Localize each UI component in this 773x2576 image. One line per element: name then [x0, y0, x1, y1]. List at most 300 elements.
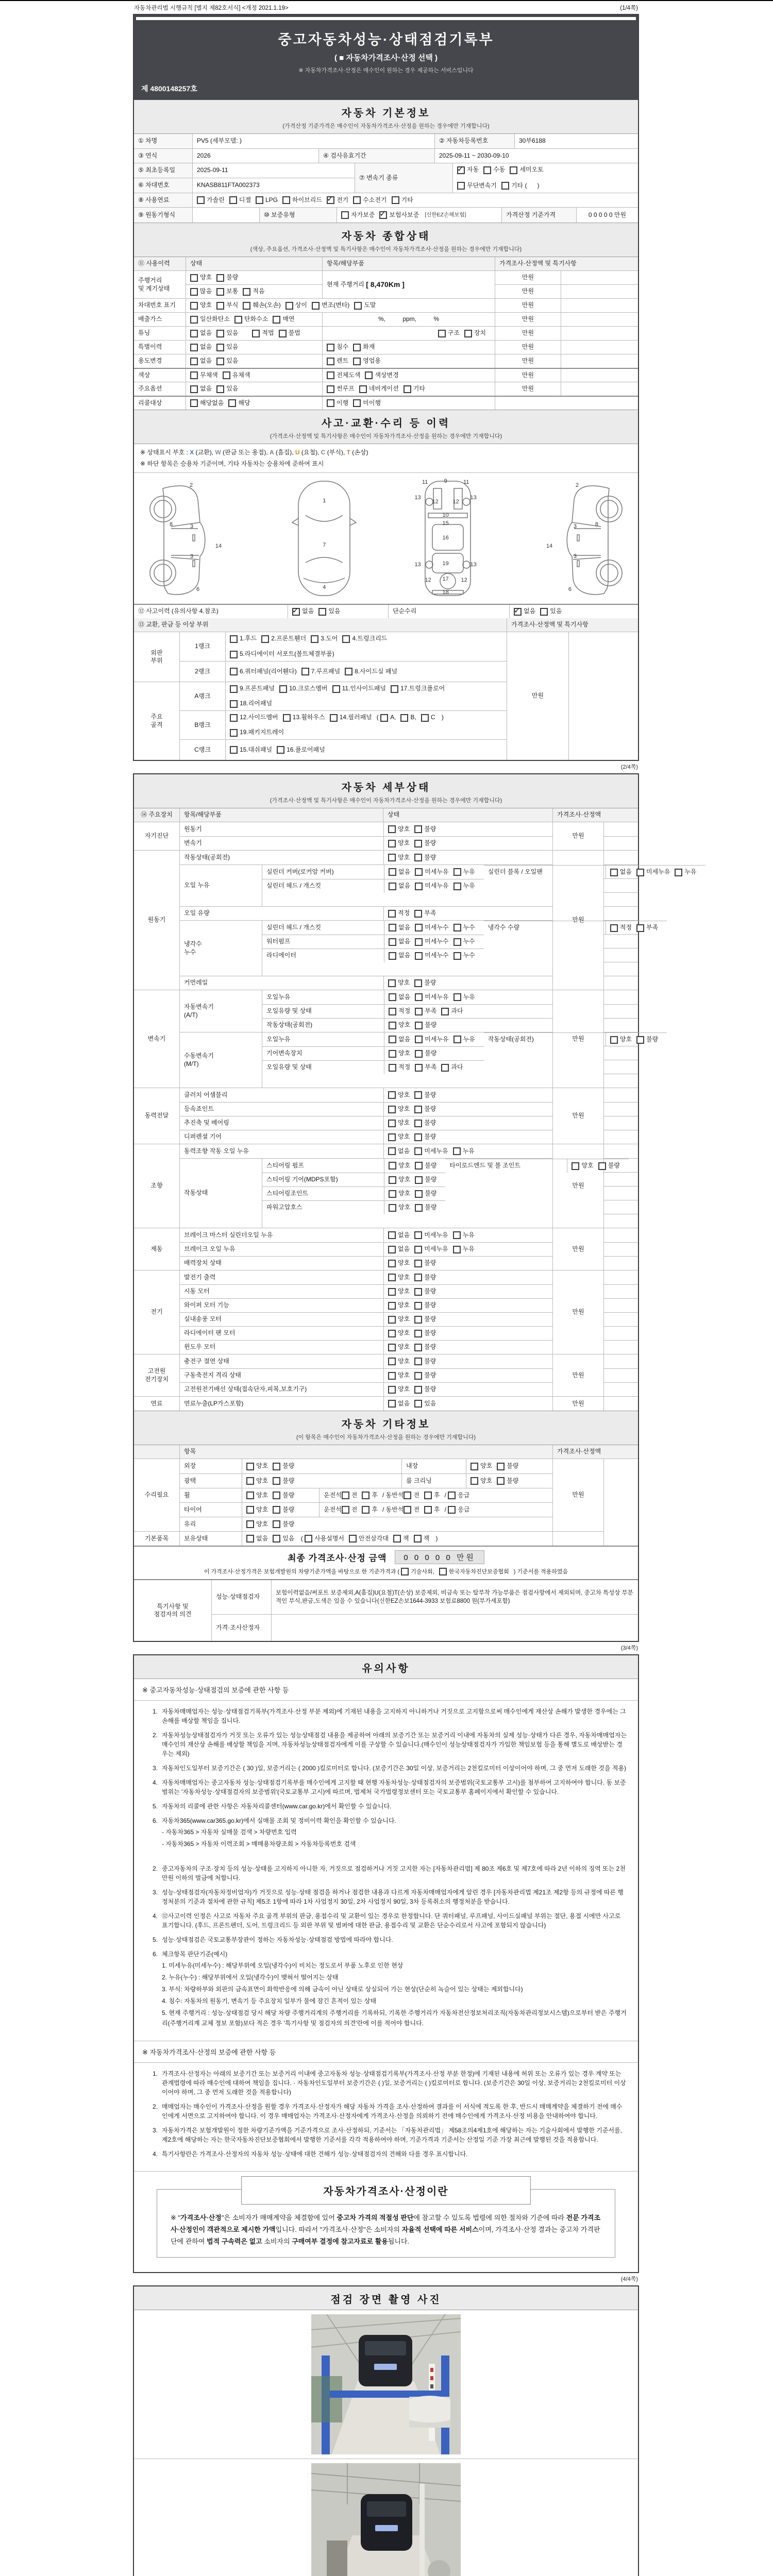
checkbox-전[interactable]	[342, 1492, 358, 1500]
checkbox-있음[interactable]	[273, 1535, 294, 1543]
checkbox-하이브리드[interactable]	[282, 196, 322, 205]
checkbox-화재[interactable]	[353, 343, 375, 351]
checkbox-없음[interactable]	[389, 882, 410, 890]
table-row	[180, 1368, 552, 1382]
checkbox-양호[interactable]	[388, 1329, 410, 1337]
checkbox-불량[interactable]	[273, 1520, 294, 1529]
checkbox-label: 불량	[226, 274, 239, 281]
checkbox-양호[interactable]	[246, 1520, 268, 1529]
checkbox-적법[interactable]	[252, 329, 274, 337]
checkbox-B[interactable]	[400, 714, 416, 722]
checkbox-15대쉬패널[interactable]	[230, 746, 272, 754]
checkbox-기타[interactable]	[392, 196, 413, 205]
checkbox-불량[interactable]	[414, 839, 436, 848]
table-cell	[604, 1159, 638, 1172]
notice-heading-2: ※ 자동차가격조사·산정의 보증에 관한 사항 등	[134, 2041, 638, 2062]
checkbox-양호[interactable]	[388, 839, 410, 848]
text: 광택	[184, 1477, 196, 1484]
table-row	[561, 284, 638, 298]
checkbox-도말[interactable]	[354, 301, 376, 310]
checkbox-보통[interactable]	[216, 287, 238, 296]
checkbox-box-icon	[453, 1036, 461, 1043]
checkbox-미세누수[interactable]	[415, 938, 448, 946]
checkbox-불량[interactable]	[414, 1119, 436, 1127]
checkbox-누유[interactable]	[453, 1147, 475, 1156]
car-top-icon	[265, 477, 383, 600]
checkbox-후[interactable]	[424, 1506, 440, 1514]
checkbox-수동[interactable]	[483, 166, 505, 174]
checkbox-미세누유[interactable]	[415, 882, 448, 890]
checkbox-잭[interactable]	[393, 1535, 409, 1543]
checkbox-양호[interactable]	[388, 1091, 410, 1099]
checkbox-매연[interactable]	[273, 315, 294, 324]
device-group-전기	[134, 1270, 638, 1354]
table-cell	[134, 822, 179, 850]
checkbox-7루프패널[interactable]	[301, 668, 340, 676]
checkbox-불량[interactable]	[414, 1329, 436, 1337]
checkbox-label: 미세누유	[425, 1035, 449, 1043]
checkbox-없음[interactable]	[389, 924, 410, 932]
checkbox-상이[interactable]	[285, 301, 307, 310]
checkbox-이행[interactable]	[327, 399, 348, 408]
text: 클러치 어셈블리	[184, 1091, 228, 1098]
checkbox-box-icon	[273, 1492, 280, 1499]
table-cell	[180, 1532, 242, 1546]
checkbox-불량[interactable]	[497, 1477, 518, 1485]
checkbox-구조[interactable]	[438, 329, 460, 337]
checkbox-LPG[interactable]	[256, 196, 278, 205]
checkbox-미세누유[interactable]	[414, 1231, 448, 1240]
table-cell	[604, 1369, 638, 1382]
checkbox-12사이드멤버[interactable]	[230, 714, 278, 722]
checkbox-있음[interactable]	[540, 607, 562, 616]
checkbox-없음[interactable]	[190, 357, 212, 365]
checkbox-있음[interactable]	[216, 385, 238, 393]
checkbox-불량[interactable]	[414, 1358, 436, 1366]
checkbox-영업용[interactable]	[353, 357, 381, 365]
checkbox-없음[interactable]	[388, 1400, 410, 1408]
checkbox-17트렁크플로어[interactable]	[391, 685, 445, 693]
checkbox-사용설명서[interactable]	[305, 1535, 344, 1543]
checkbox-label: 적정	[398, 909, 410, 917]
checkbox-불량[interactable]	[414, 1105, 436, 1113]
checkbox-누유[interactable]	[453, 1245, 475, 1253]
checkbox-불량[interactable]	[273, 1462, 294, 1470]
checkbox-미세누수[interactable]	[415, 924, 448, 932]
checkbox-양호[interactable]	[388, 825, 410, 834]
checkbox-미세누수[interactable]	[415, 952, 448, 960]
table-cell	[604, 1354, 638, 1368]
checkbox-없음[interactable]	[246, 1535, 268, 1543]
checkbox-label: 18.리어패널	[240, 700, 273, 707]
checkbox-불량[interactable]	[273, 1506, 294, 1514]
checkbox-많음[interactable]	[190, 287, 212, 296]
checkbox-응급[interactable]	[448, 1506, 469, 1514]
checkbox-한국자동차진단보증협회[interactable]	[439, 1567, 509, 1575]
checkbox-전[interactable]	[342, 1506, 358, 1514]
checkbox-누수[interactable]	[453, 938, 475, 946]
checkbox-box-icon	[415, 1190, 423, 1198]
checkbox-3도어[interactable]	[311, 635, 338, 643]
checkbox-미세누유[interactable]	[636, 868, 670, 876]
checkbox-누유[interactable]	[453, 1231, 475, 1240]
checkbox-후[interactable]	[362, 1506, 378, 1514]
checkbox-16플로어패널[interactable]	[277, 746, 325, 754]
checkbox-양호[interactable]	[246, 1477, 268, 1485]
checkbox-label: 없음	[398, 1399, 410, 1407]
text: 항목	[184, 1448, 196, 1455]
checkbox-부식[interactable]	[216, 301, 238, 310]
checkbox-전체도색[interactable]	[327, 371, 360, 380]
checkbox-양호[interactable]	[388, 1301, 410, 1310]
checkbox-불량[interactable]	[414, 854, 436, 862]
checkbox-양호[interactable]	[246, 1506, 268, 1514]
checkbox-box-icon	[301, 668, 309, 675]
checkbox-침수[interactable]	[327, 343, 348, 351]
table-cell	[401, 1459, 466, 1473]
checkbox-미세누유[interactable]	[415, 993, 448, 1002]
checkbox-6쿼터패널리어휀다[interactable]	[230, 668, 297, 676]
table-cell	[603, 822, 638, 850]
checkbox-label: 있음	[226, 385, 239, 393]
checkbox-수소전기[interactable]	[353, 196, 386, 205]
text: 라디에이터 팬 모터	[184, 1329, 236, 1337]
checkbox-불량[interactable]	[415, 1176, 436, 1184]
checkbox-렌트[interactable]	[327, 357, 348, 365]
text: (손상)	[350, 449, 368, 456]
checkbox-있음[interactable]	[216, 357, 238, 365]
table-cell	[383, 1341, 552, 1354]
checkbox-box-icon	[190, 274, 198, 282]
checkbox-label: 색상변경	[375, 371, 399, 379]
checkbox-양호[interactable]	[388, 1119, 410, 1127]
table-row	[186, 284, 322, 298]
table-cell	[337, 208, 501, 223]
table-row	[262, 1032, 484, 1046]
checkbox-양호[interactable]	[388, 979, 410, 987]
checkbox-불량[interactable]	[497, 1462, 518, 1470]
checkbox-전기[interactable]	[327, 196, 348, 205]
checkbox-box-icon	[283, 714, 291, 722]
checkbox-훼손오손[interactable]	[243, 301, 280, 310]
checkbox-9프론트패널[interactable]	[230, 685, 275, 693]
table-cell	[603, 1270, 638, 1354]
table-row	[553, 1531, 603, 1546]
checkbox-label: 양호	[398, 1021, 411, 1029]
notice-item-number: 1.	[152, 2070, 158, 2077]
checkbox-미세누유[interactable]	[414, 1147, 448, 1156]
checkbox-양호[interactable]	[246, 1492, 268, 1500]
checkbox-불량[interactable]	[415, 1049, 436, 1058]
checkbox-A[interactable]	[380, 714, 396, 722]
checkbox-양호[interactable]	[388, 1343, 410, 1351]
checkbox-box-icon	[230, 635, 238, 643]
text: 만원	[572, 1182, 584, 1190]
checkbox-불량[interactable]	[216, 274, 238, 282]
car-diagram-left-side	[142, 477, 260, 600]
text: [신한EZ손해보험]	[425, 211, 466, 218]
checkbox-양호[interactable]	[190, 274, 212, 282]
checkbox-양호[interactable]	[190, 301, 212, 310]
checkbox-미세누유[interactable]	[415, 1036, 448, 1044]
checkbox-없음[interactable]	[292, 607, 314, 616]
text: 현재 주행거리	[327, 280, 366, 288]
table-cell	[134, 1445, 179, 1459]
checkbox-없음[interactable]	[389, 952, 410, 960]
panel-number-12: 12	[425, 577, 431, 584]
checkbox-기술사회[interactable]	[401, 1567, 434, 1575]
checkbox-기타[interactable]	[404, 385, 425, 393]
checkbox-양호[interactable]	[389, 1021, 410, 1029]
checkbox-응급[interactable]	[448, 1492, 469, 1500]
checkbox-부족[interactable]	[414, 909, 436, 918]
checkbox-18리어패널[interactable]	[230, 700, 272, 708]
checkbox-전[interactable]	[404, 1506, 419, 1514]
checkbox-불량[interactable]	[414, 1343, 436, 1351]
checkbox-해당없음[interactable]	[190, 399, 224, 408]
checkbox-자동[interactable]	[457, 166, 479, 174]
table-row	[134, 604, 638, 618]
checkbox-누유[interactable]	[675, 868, 696, 876]
checkbox-적정[interactable]	[389, 1007, 410, 1015]
checkbox-양호[interactable]	[388, 1385, 410, 1394]
checkbox-기타[interactable]	[501, 182, 540, 190]
checkbox-불량[interactable]	[273, 1492, 294, 1500]
checkbox-무채색[interactable]	[190, 371, 218, 380]
checkbox-누유[interactable]	[453, 868, 475, 876]
checkbox-4트렁크리드[interactable]	[342, 635, 387, 643]
checkbox-있음[interactable]	[414, 1400, 436, 1408]
checkbox-부족[interactable]	[415, 1007, 436, 1015]
table-cell	[225, 662, 507, 682]
checkbox-11인사이드패널[interactable]	[332, 685, 386, 693]
checkbox-색상변경[interactable]	[365, 371, 398, 380]
checkbox-없음[interactable]	[389, 1036, 410, 1044]
checkbox-양호[interactable]	[389, 1176, 410, 1184]
device-group-자기진단	[134, 822, 638, 850]
checkbox-불량[interactable]	[414, 1301, 436, 1310]
checkbox-양호[interactable]	[388, 854, 410, 862]
checkbox-양호[interactable]	[388, 1287, 410, 1296]
checkbox-5라디에이터서포트볼트체결부품[interactable]	[230, 650, 334, 658]
checkbox-미세누유[interactable]	[415, 868, 448, 876]
table-cell	[552, 1144, 603, 1228]
table-row	[604, 865, 638, 878]
checkbox-일산화탄소[interactable]	[190, 315, 230, 324]
table-cell	[180, 1228, 383, 1242]
notice-item	[144, 1778, 628, 1797]
checkbox-양호[interactable]	[389, 1204, 410, 1212]
checkbox-2프론트휀더[interactable]	[261, 635, 306, 643]
checkbox-안전삼각대[interactable]	[349, 1535, 389, 1543]
checkbox-불량[interactable]	[414, 1315, 436, 1324]
checkbox-탄화수소[interactable]	[234, 315, 268, 324]
table-cell	[604, 1116, 638, 1130]
table-cell	[180, 1088, 383, 1102]
checkbox-label: 후	[372, 1505, 378, 1513]
checkbox-label: 양호	[581, 1162, 594, 1170]
checkbox-불량[interactable]	[414, 1274, 436, 1282]
checkbox-양호[interactable]	[388, 1105, 410, 1113]
text: 고전원전기배선 상태(접속단자,피복,보호기구)	[184, 1385, 307, 1393]
checkbox-box-icon	[345, 668, 352, 675]
checkbox-없음[interactable]	[389, 868, 410, 876]
table-cell	[604, 1214, 638, 1228]
checkbox-세미오토[interactable]	[510, 166, 543, 174]
notice-item	[144, 2069, 628, 2097]
table-row	[180, 1459, 552, 1473]
checkbox-해당[interactable]	[228, 399, 250, 408]
checkbox-없음[interactable]	[388, 1231, 410, 1240]
checkbox-양호[interactable]	[470, 1462, 492, 1470]
checkbox-없음[interactable]	[190, 343, 212, 351]
checkbox-없음[interactable]	[388, 1245, 410, 1253]
checkbox-13휠하우스[interactable]	[283, 714, 325, 722]
table-cell	[262, 1019, 384, 1032]
checkbox-8사이드실패널[interactable]	[345, 668, 397, 676]
checkbox-자가보증[interactable]	[341, 211, 375, 219]
checkbox-불량[interactable]	[414, 1091, 436, 1099]
checkbox-불량[interactable]	[414, 1287, 436, 1296]
table-row	[604, 1270, 638, 1284]
table-cell	[561, 313, 638, 326]
checkbox-없음[interactable]	[389, 938, 410, 946]
text: 수리필요	[144, 1491, 169, 1499]
checkbox-보험사보증[interactable]	[379, 211, 419, 219]
checkbox-label: 상이	[295, 301, 307, 309]
checkbox-누수[interactable]	[453, 924, 475, 932]
checkbox-box-icon	[389, 1022, 396, 1029]
checkbox-label: 있음	[424, 1399, 436, 1407]
checkbox-부족[interactable]	[636, 924, 658, 932]
checkbox-없음[interactable]	[514, 607, 535, 616]
table-cell	[383, 851, 552, 865]
text: /	[444, 1505, 448, 1513]
checkbox-19패키지트레이[interactable]	[230, 728, 284, 737]
checkbox-label: 15.대쉬패널	[240, 745, 273, 753]
checkbox-양호[interactable]	[389, 1162, 410, 1170]
checkbox-box-icon	[216, 288, 224, 296]
checkbox-없음[interactable]	[190, 329, 212, 337]
checkbox-무단변속기[interactable]	[457, 182, 497, 190]
checkbox-적음[interactable]	[243, 287, 264, 296]
table-cell	[495, 257, 638, 270]
checkbox-불법[interactable]	[279, 329, 300, 337]
checkbox-불량[interactable]	[636, 1036, 658, 1044]
checkbox-label: 변조(변타)	[321, 301, 350, 309]
checkbox-box-icon	[415, 1162, 423, 1170]
checkbox-적정[interactable]	[389, 1063, 410, 1072]
checkbox-양호[interactable]	[388, 1259, 410, 1267]
checkbox-누유[interactable]	[453, 993, 475, 1002]
table-cell	[384, 921, 484, 935]
checkbox-1후드[interactable]	[230, 635, 257, 643]
checkbox-있음[interactable]	[318, 607, 340, 616]
checkbox-양호[interactable]	[470, 1477, 492, 1485]
checkbox-불량[interactable]	[414, 979, 436, 987]
checkbox-box-icon	[401, 1568, 409, 1575]
checkbox-양호[interactable]	[388, 1133, 410, 1141]
checkbox-있음[interactable]	[216, 343, 238, 351]
text: 특기사항 및 점검자의 의견	[154, 1602, 192, 1618]
checkbox-적정[interactable]	[388, 909, 410, 918]
checkbox-부족[interactable]	[415, 1063, 436, 1072]
checkbox-미세누유[interactable]	[414, 1245, 448, 1253]
checkbox-label: 잭	[423, 1534, 430, 1542]
checkbox-label: 양호	[398, 1133, 410, 1141]
checkbox-양호[interactable]	[389, 1049, 410, 1058]
checkbox-썬루프[interactable]	[327, 385, 355, 393]
checkbox-있음[interactable]	[216, 329, 238, 337]
text: 1랭크	[195, 642, 210, 650]
checkbox-잭[interactable]	[414, 1535, 430, 1543]
checkbox-불량[interactable]	[415, 1162, 436, 1170]
checkbox-box-icon	[414, 1133, 422, 1141]
checkbox-10크로스멤버[interactable]	[279, 685, 328, 693]
checkbox-box-icon	[330, 714, 338, 722]
checkbox-과다[interactable]	[441, 1007, 463, 1015]
checkbox-14필러패널[interactable]	[330, 714, 372, 722]
checkbox-전[interactable]	[404, 1492, 419, 1500]
checkbox-불량[interactable]	[415, 1190, 436, 1198]
checkbox-양호[interactable]	[388, 1371, 410, 1380]
table-row	[604, 1004, 638, 1018]
checkbox-불량[interactable]	[414, 1133, 436, 1141]
text: 냉각수 누수	[184, 940, 202, 956]
table-row	[134, 207, 638, 223]
checkbox-없음[interactable]	[388, 1147, 410, 1156]
checkbox-양호[interactable]	[388, 1315, 410, 1324]
checkbox-양호[interactable]	[246, 1462, 268, 1470]
checkbox-미이행[interactable]	[353, 399, 381, 408]
checkbox-box-icon	[610, 869, 618, 876]
checkbox-장치[interactable]	[464, 329, 486, 337]
checkbox-양호[interactable]	[388, 1274, 410, 1282]
checkbox-C[interactable]	[421, 714, 435, 722]
checkbox-불량[interactable]	[414, 1385, 436, 1394]
checkbox-과다[interactable]	[441, 1063, 463, 1072]
checkbox-유채색[interactable]	[223, 371, 250, 380]
checkbox-box-icon	[400, 714, 408, 722]
checkbox-누수[interactable]	[453, 952, 475, 960]
checkbox-불량[interactable]	[415, 1021, 436, 1029]
checkbox-불량[interactable]	[414, 1371, 436, 1380]
section-title: 유의사항	[362, 1663, 410, 1675]
checkbox-불량[interactable]	[273, 1477, 294, 1485]
checkbox-디젤[interactable]	[229, 196, 251, 205]
checkbox-양호[interactable]	[388, 1358, 410, 1366]
text: 실린더 헤드 / 개스킷	[266, 923, 322, 931]
checkbox-가솔린[interactable]	[197, 196, 225, 205]
table-cell	[604, 921, 638, 934]
checkbox-누유[interactable]	[453, 1036, 475, 1044]
checkbox-불량[interactable]	[415, 1204, 436, 1212]
checkbox-누유[interactable]	[453, 882, 475, 890]
checkbox-변조변타[interactable]	[312, 301, 349, 310]
emphasis-text: 가격조사·산정	[180, 2213, 222, 2222]
checkbox-없음[interactable]	[389, 993, 410, 1002]
checkbox-네비게이션[interactable]	[359, 385, 399, 393]
checkbox-후[interactable]	[424, 1492, 440, 1500]
checkbox-불량[interactable]	[414, 825, 436, 834]
notice-sub-item: 5. 현재 주행거리 : 성능·상태점검 당시 해당 차량 주행거리계의 주행거리를 기록하되, 기록한 주행거리가 자동차전산정보처리조직(자동차관리정보시스템)으로부터 받은 주행거리(주행거리계 교체 정보 포함)보다 적은 경우 '특기사항 및 점검자의 의견'란에 이를 적어야 합니다.	[162, 2009, 627, 2027]
checkbox-양호[interactable]	[389, 1190, 410, 1198]
table-row	[262, 1173, 445, 1187]
checkbox-없음[interactable]	[190, 385, 212, 393]
checkbox-불량[interactable]	[414, 1259, 436, 1267]
final-price-amount: 0 0 0 0 0 만원	[395, 1550, 484, 1564]
checkbox-후[interactable]	[362, 1492, 378, 1500]
